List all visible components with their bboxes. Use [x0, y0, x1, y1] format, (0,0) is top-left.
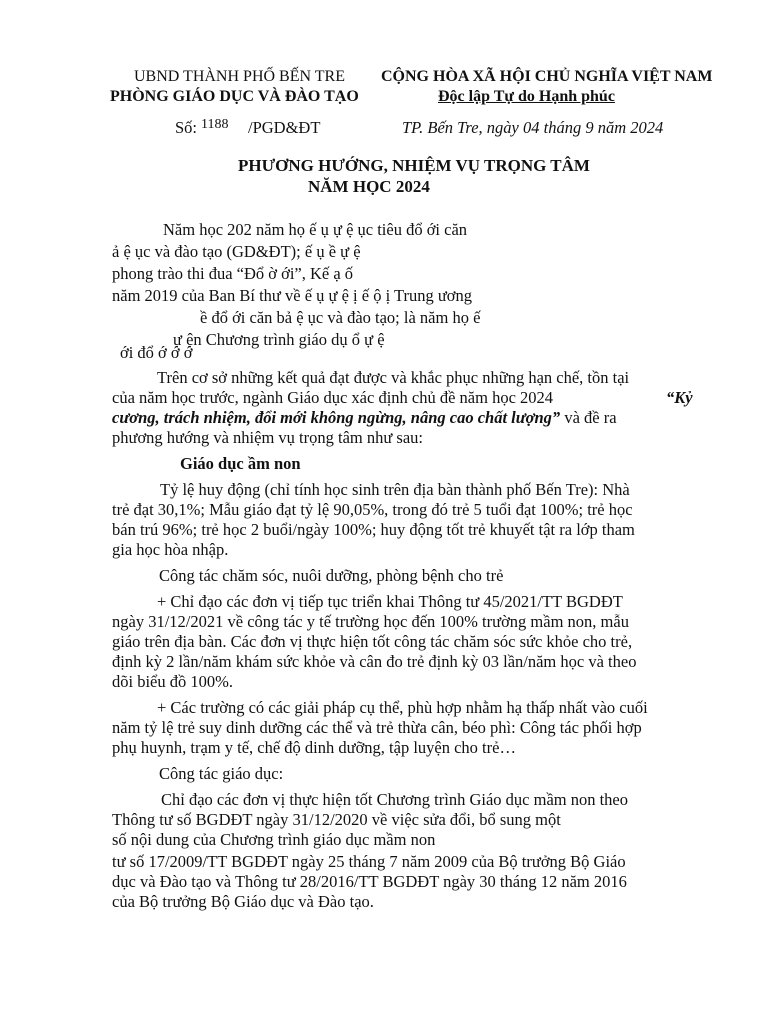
- intro-line: năm 2019 của Ban Bí thư về ế ụ ự ệ ị ế ộ ị Trung ương: [112, 286, 473, 305]
- section-heading: Giáo dục ầm non: [180, 454, 301, 473]
- paragraph-line: bán trú 96%; trẻ học 2 buổi/ngày 100%; huy động tốt trẻ khuyết tật ra lớp tham: [112, 520, 635, 539]
- paragraph-line: Tỷ lệ huy động (chỉ tính học sinh trên địa bàn thành phố Bến Tre): Nhà: [160, 480, 630, 499]
- paragraph-line: Chỉ đạo các đơn vị thực hiện tốt Chương trình Giáo dục mầm non theo: [161, 790, 629, 809]
- paragraph-line: và đề ra: [560, 408, 617, 427]
- paragraph-line: tư số 17/2009/TT BGDĐT ngày 25 tháng 7 năm 2009 của Bộ trưởng Bộ Giáo: [112, 852, 626, 871]
- intro-line: ả ệ ục và đào tạo (GD&ĐT); ế ụ ề ự ệ: [112, 242, 361, 261]
- paragraph-line: trẻ đạt 30,1%; Mẫu giáo đạt tỷ lệ 90,05%, trong đó trẻ 5 tuổi đạt 100%; trẻ học: [112, 500, 633, 519]
- paragraph-line: gia học hòa nhập.: [112, 540, 229, 559]
- paragraph-line: phương hướng và nhiệm vụ trọng tâm như sau:: [112, 428, 423, 447]
- subsection-heading: Công tác chăm sóc, nuôi dưỡng, phòng bệnh cho trẻ: [159, 566, 504, 585]
- national-title: CỘNG HÒA XÃ HỘI CHỦ NGHĨA VIỆT NAM: [381, 68, 713, 85]
- department-name: PHÒNG GIÁO DỤC VÀ ĐÀO TẠO: [110, 88, 359, 105]
- intro-line: ới đổ ớ ớ ớ: [120, 343, 193, 362]
- paragraph-line: của Bộ trưởng Bộ Giáo dục và Đào tạo.: [112, 892, 374, 911]
- subsection-heading: Công tác giáo dục:: [159, 764, 284, 783]
- paragraph-line: giáo trên địa bàn. Các đơn vị thực hiện tốt công tác chăm sóc sức khỏe cho trẻ,: [112, 632, 633, 651]
- intro-line: ự ện Chương trình giáo dụ ổ ự ệ: [173, 330, 385, 349]
- paragraph-line: + Chỉ đạo các đơn vị tiếp tục triển khai Thông tư 45/2021/TT BGDĐT: [157, 592, 623, 611]
- theme-quote: cương, trách nhiệm, đổi mới không ngừng, nâng cao chất lượng”: [112, 408, 561, 427]
- paragraph-line: của năm học trước, ngành Giáo dục xác định chủ đề năm học 2024: [112, 388, 554, 407]
- theme-quote-start: “Kỷ: [666, 388, 693, 407]
- document-subtitle: NĂM HỌC 2024: [308, 177, 430, 196]
- paragraph-line: ngày 31/12/2021 về công tác y tế trường học đến 100% trường mầm non, mẫu: [112, 612, 629, 631]
- national-motto: Độc lập Tự do Hạnh phúc: [438, 88, 615, 105]
- doc-number-suffix: /PGD&ĐT: [248, 118, 321, 137]
- paragraph-line: phụ huynh, trạm y tế, chế độ dinh dưỡng, tập luyện cho trẻ…: [112, 738, 516, 757]
- paragraph-line: số nội dung của Chương trình giáo dục mầm non: [112, 830, 436, 849]
- paragraph-line: + Các trường có các giải pháp cụ thể, phù hợp nhằm hạ thấp nhất vào cuối: [157, 698, 648, 717]
- doc-number-label: Số:: [175, 118, 198, 137]
- paragraph-line: Trên cơ sở những kết quả đạt được và khắc phục những hạn chế, tồn tại: [157, 368, 630, 387]
- doc-number: 1188: [201, 117, 229, 132]
- place-date: TP. Bến Tre, ngày 04 tháng 9 năm 2024: [402, 118, 664, 137]
- paragraph-line: dõi biểu đồ 100%.: [112, 672, 233, 691]
- paragraph-line: Thông tư số BGDĐT ngày 31/12/2020 về việc sửa đổi, bổ sung một: [112, 810, 561, 829]
- paragraph-line: năm tỷ lệ trẻ suy dinh dưỡng các thể và trẻ thừa cân, béo phì: Công tác phối hợp: [112, 718, 642, 737]
- document-title: PHƯƠNG HƯỚNG, NHIỆM VỤ TRỌNG TÂM: [238, 156, 590, 175]
- agency-name: UBND THÀNH PHỐ BẾN TRE: [134, 68, 345, 85]
- intro-line: phong trào thi đua “Đổ ờ ới”, Kế ạ ố: [112, 264, 354, 283]
- paragraph-line: định kỳ 2 lần/năm khám sức khỏe và cân đo trẻ định kỳ 03 lần/năm học và theo: [112, 652, 637, 671]
- intro-line: Năm học 202 năm họ ế ụ ự ệ ục tiêu đổ ới căn: [163, 220, 468, 239]
- paragraph-line: dục và Đào tạo và Thông tư 28/2016/TT BGDĐT ngày 30 tháng 12 năm 2016: [112, 872, 627, 891]
- intro-line: ề đổ ới căn bả ệ ục và đào tạo; là năm họ ế: [200, 308, 481, 327]
